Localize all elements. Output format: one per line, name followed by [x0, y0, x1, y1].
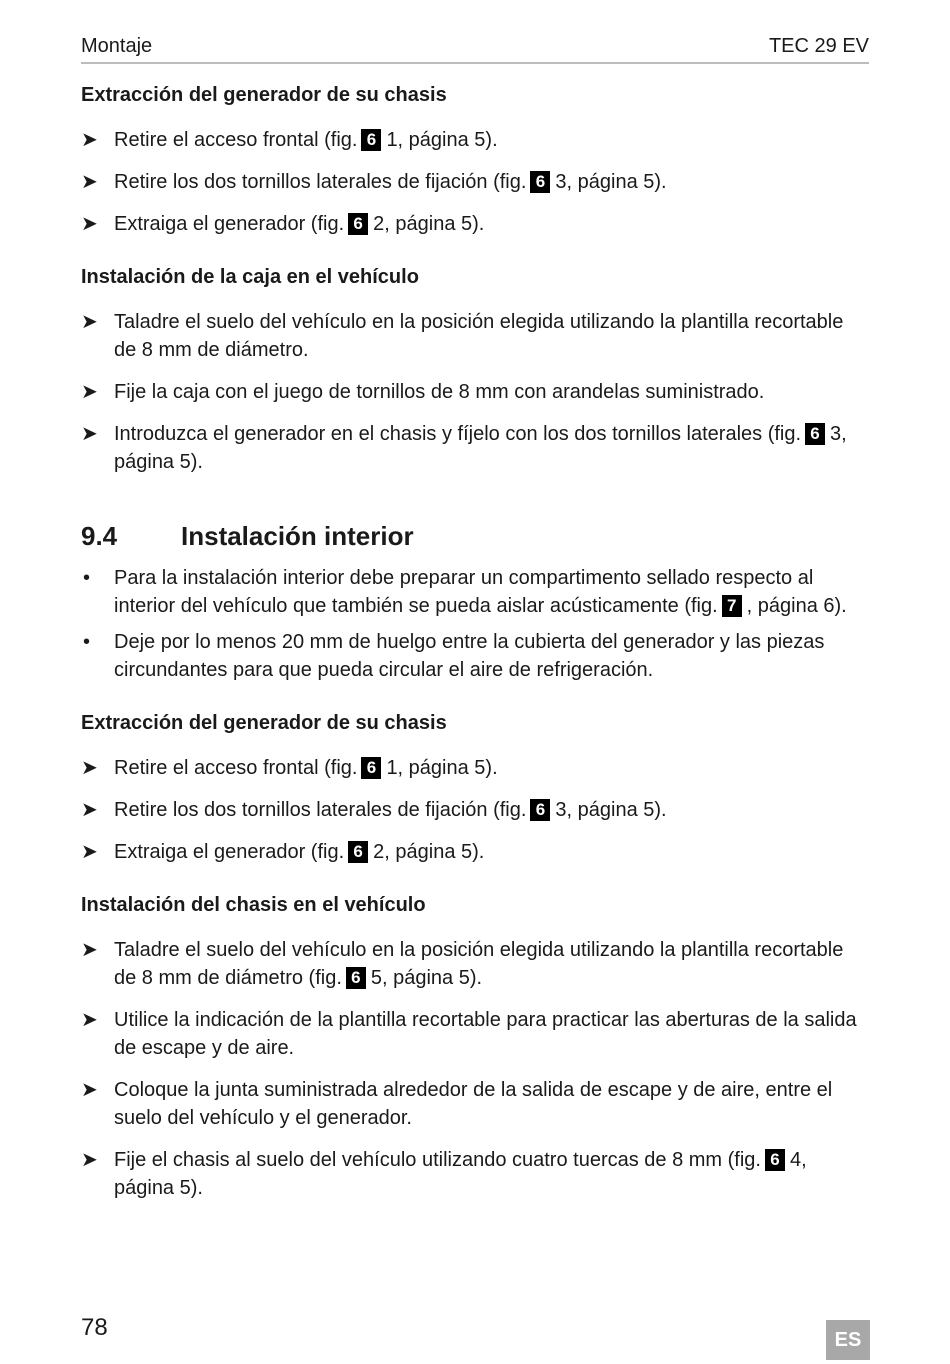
- step-item: ➤ Introduzca el generador en el chasis y fíjelo con los dos tornillos laterales (fig. 6 3, página 5).: [81, 420, 871, 476]
- step-item: ➤ Taladre el suelo del vehículo en la posición elegida utilizando la plantilla recortable de 8 mm de diámetro.: [81, 308, 871, 364]
- step-item: ➤ Fije la caja con el juego de tornillos de 8 mm con arandelas suministrado.: [81, 378, 871, 406]
- bullet-icon: •: [83, 631, 91, 653]
- header-model: TEC 29 EV: [768, 34, 869, 57]
- step-item: ➤ Extraiga el generador (fig. 6 2, página 5).: [81, 210, 871, 238]
- arrow-icon: ➤: [81, 381, 98, 403]
- figure-ref-badge: 6: [765, 1149, 785, 1171]
- bullet-item: • Para la instalación interior debe preparar un compartimento sellado respecto al interior del vehículo que también se pueda aislar acústicamente (fig. 7 , página 6).: [81, 564, 871, 620]
- figure-ref-badge: 6: [346, 967, 366, 989]
- bullet-item: • Deje por lo menos 20 mm de huelgo entre la cubierta del generador y las piezas circundantes para que pueda circular el aire de refrigeración.: [81, 628, 871, 684]
- section-number: 9.4: [81, 521, 118, 551]
- figure-ref-badge: 6: [530, 799, 550, 821]
- figure-ref-badge: 6: [805, 423, 825, 445]
- figure-ref-badge: 6: [348, 841, 368, 863]
- arrow-icon: ➤: [81, 939, 98, 961]
- arrow-icon: ➤: [81, 1079, 98, 1101]
- section-title: [81, 516, 871, 556]
- subheading-chassis-install: Instalación del chasis en el vehículo: [81, 894, 426, 916]
- step-item: ➤ Retire el acceso frontal (fig. 6 1, página 5).: [81, 126, 871, 154]
- language-badge: ES: [826, 1320, 870, 1360]
- step-item: ➤ Retire el acceso frontal (fig. 6 1, página 5).: [81, 754, 871, 782]
- step-item: ➤ Utilice la indicación de la plantilla recortable para practicar las aberturas de la salida de escape y de aire.: [81, 1006, 871, 1062]
- step-item: ➤ Fije el chasis al suelo del vehículo utilizando cuatro tuercas de 8 mm (fig. 6 4, página 5).: [81, 1146, 871, 1202]
- subheading-removal-2: Extracción del generador de su chasis: [81, 712, 447, 734]
- figure-ref-badge: 6: [348, 213, 368, 235]
- step-item: ➤ Taladre el suelo del vehículo en la posición elegida utilizando la plantilla recortable de 8 mm de diámetro (fig. 6 5, página 5).: [81, 936, 871, 992]
- figure-ref-badge: 6: [530, 171, 550, 193]
- page-number: 78: [81, 1314, 108, 1341]
- subheading-removal-1: Extracción del generador de su chasis: [81, 84, 447, 106]
- page-content: [81, 78, 871, 1202]
- arrow-icon: ➤: [81, 129, 98, 151]
- figure-ref-badge: 7: [722, 595, 742, 617]
- arrow-icon: ➤: [81, 213, 98, 235]
- arrow-icon: ➤: [81, 1149, 98, 1171]
- step-item: ➤ Extraiga el generador (fig. 6 2, página 5).: [81, 838, 871, 866]
- figure-ref-badge: 6: [361, 129, 381, 151]
- arrow-icon: ➤: [81, 423, 98, 445]
- bullet-icon: •: [83, 567, 91, 589]
- arrow-icon: ➤: [81, 171, 98, 193]
- arrow-icon: ➤: [81, 757, 98, 779]
- section-heading: Instalación interior: [181, 521, 414, 551]
- step-item: ➤ Retire los dos tornillos laterales de fijación (fig. 6 3, página 5).: [81, 796, 871, 824]
- step-item: ➤ Coloque la junta suministrada alrededor de la salida de escape y de aire, entre el suelo del vehículo y el generador.: [81, 1076, 871, 1132]
- header-chapter: Montaje: [81, 34, 153, 57]
- step-item: ➤ Retire los dos tornillos laterales de fijación (fig. 6 3, página 5).: [81, 168, 871, 196]
- arrow-icon: ➤: [81, 311, 98, 333]
- subheading-box-install: Instalación de la caja en el vehículo: [81, 266, 419, 288]
- arrow-icon: ➤: [81, 841, 98, 863]
- figure-ref-badge: 6: [361, 757, 381, 779]
- arrow-icon: ➤: [81, 1009, 98, 1031]
- page-header: [81, 30, 869, 64]
- arrow-icon: ➤: [81, 799, 98, 821]
